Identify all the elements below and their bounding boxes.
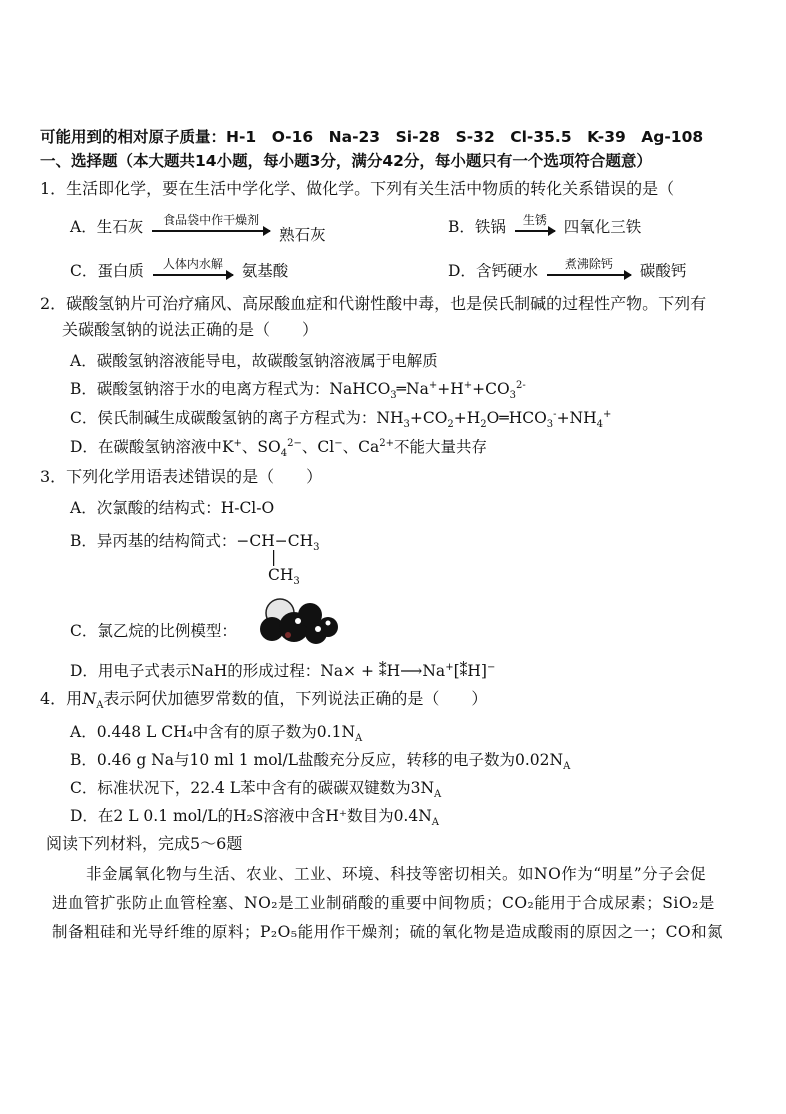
q1-option-a: A．生石灰 食品袋中作干燥剂 熟石灰 xyxy=(70,213,326,244)
q1-option-b: B．铁锅 生锈 四氧化三铁 xyxy=(448,213,642,236)
q3-option-a: A．次氯酸的结构式：H-Cl-O xyxy=(70,499,275,517)
q2-option-d: D．在碳酸氢钠溶液中K+、$SO_4^{2-}$、Cl−、$Ca^{2+}$不能大量共存 xyxy=(70,437,487,460)
q1-c-condition: 人体内水解 xyxy=(162,257,223,271)
q1-option-c: C．蛋白质 人体内水解 氨基酸 xyxy=(70,257,289,280)
chloroethane-space-filling-model xyxy=(258,595,340,647)
q3-option-d: D．用电子式表示NaH的形成过程：Na× + ⁑H⟶Na+[⁑H]− xyxy=(70,661,496,680)
q2-stem-line2: 关碳酸氢钠的说法正确的是（ ） xyxy=(62,320,319,339)
q2-option-b: B．碳酸氢钠溶于水的电离方程式为：$NaHCO_3═Na^++H^++CO_3^{2-}$ xyxy=(70,379,526,402)
q1-b-condition: 生锈 xyxy=(522,213,547,227)
reading-heading: 阅读下列材料，完成5～6题 xyxy=(46,834,243,853)
arrow-icon xyxy=(153,274,233,276)
q2-stem-line1: 2．碳酸氢钠片可治疗痛风、高尿酸血症和代谢性酸中毒，也是侯氏制碱的过程性产物。下列有 xyxy=(40,294,707,313)
q4-stem: 4．用$N_A$表示阿伏加德罗常数的值，下列说法正确的是（ ） xyxy=(40,689,488,712)
q1-option-d: D．含钙硬水 煮沸除钙 碳酸钙 xyxy=(448,257,687,280)
q1-d-condition: 煮沸除钙 xyxy=(564,257,613,271)
q1-stem: 1．生活即化学，要在生活中学化学、做化学。下列有关生活中物质的转化关系错误的是（ xyxy=(40,179,675,198)
arrow-icon xyxy=(515,230,555,232)
isopropyl-ch3: $CH_3$ xyxy=(268,566,300,588)
section-title: 一、选择题（本大题共14小题，每小题3分，满分42分，每小题只有一个选项符合题意） xyxy=(40,152,652,170)
isopropyl-formula: $-CH-CH_3$ xyxy=(236,532,320,554)
q3-option-c: C．氯乙烷的比例模型： xyxy=(70,622,237,640)
passage-line-1: 非金属氧化物与生活、农业、工业、环境、科技等密切相关。如NO作为“明星”分子会促 xyxy=(86,865,707,883)
passage-line-3: 制备粗硅和光导纤维的原料；P₂O₅能用作干燥剂；硫的氧化物是造成酸雨的原因之一；CO和氮 xyxy=(52,923,724,941)
q4-option-a: A．0.448 L CH₄中含有的原子数为$0.1N_A$ xyxy=(70,723,363,745)
q1-a-condition: 食品袋中作干燥剂 xyxy=(163,213,260,227)
isopropyl-bond: | xyxy=(271,548,277,566)
passage-line-2: 进血管扩张防止血管栓塞、NO₂是工业制硝酸的重要中间物质；CO₂能用于合成尿素；SiO₂是 xyxy=(52,894,715,912)
q4-option-c: C．标准状况下，22.4 L苯中含有的碳碳双键数为$3N_A$ xyxy=(70,779,442,801)
q2-option-c: C．侯氏制碱生成碳酸氢钠的离子方程式为：$NH_3+CO_2+H_2O═HCO_3^-+NH_4^+$ xyxy=(70,408,612,431)
atomic-masses: 可能用到的相对原子质量：H-1 O-16 Na-23 Si-28 S-32 Cl-35.5 K-39 Ag-108 xyxy=(40,128,704,146)
q3-stem: 3．下列化学用语表述错误的是（ ） xyxy=(40,467,323,486)
q4-option-b: B．0.46 g Na与10 ml 1 mol/L盐酸充分反应，转移的电子数为$0.02N_A$ xyxy=(70,751,571,773)
q2-option-a: A．碳酸氢钠溶液能导电，故碳酸氢钠溶液属于电解质 xyxy=(70,352,438,370)
arrow-icon xyxy=(547,274,631,276)
arrow-icon xyxy=(152,230,270,232)
q4-option-d: D．在2 L 0.1 mol/L的H₂S溶液中含H⁺数目为$0.4N_A$ xyxy=(70,807,440,829)
q3-option-b: B．异丙基的结构简式：$-CH-CH_3$ xyxy=(70,532,320,554)
